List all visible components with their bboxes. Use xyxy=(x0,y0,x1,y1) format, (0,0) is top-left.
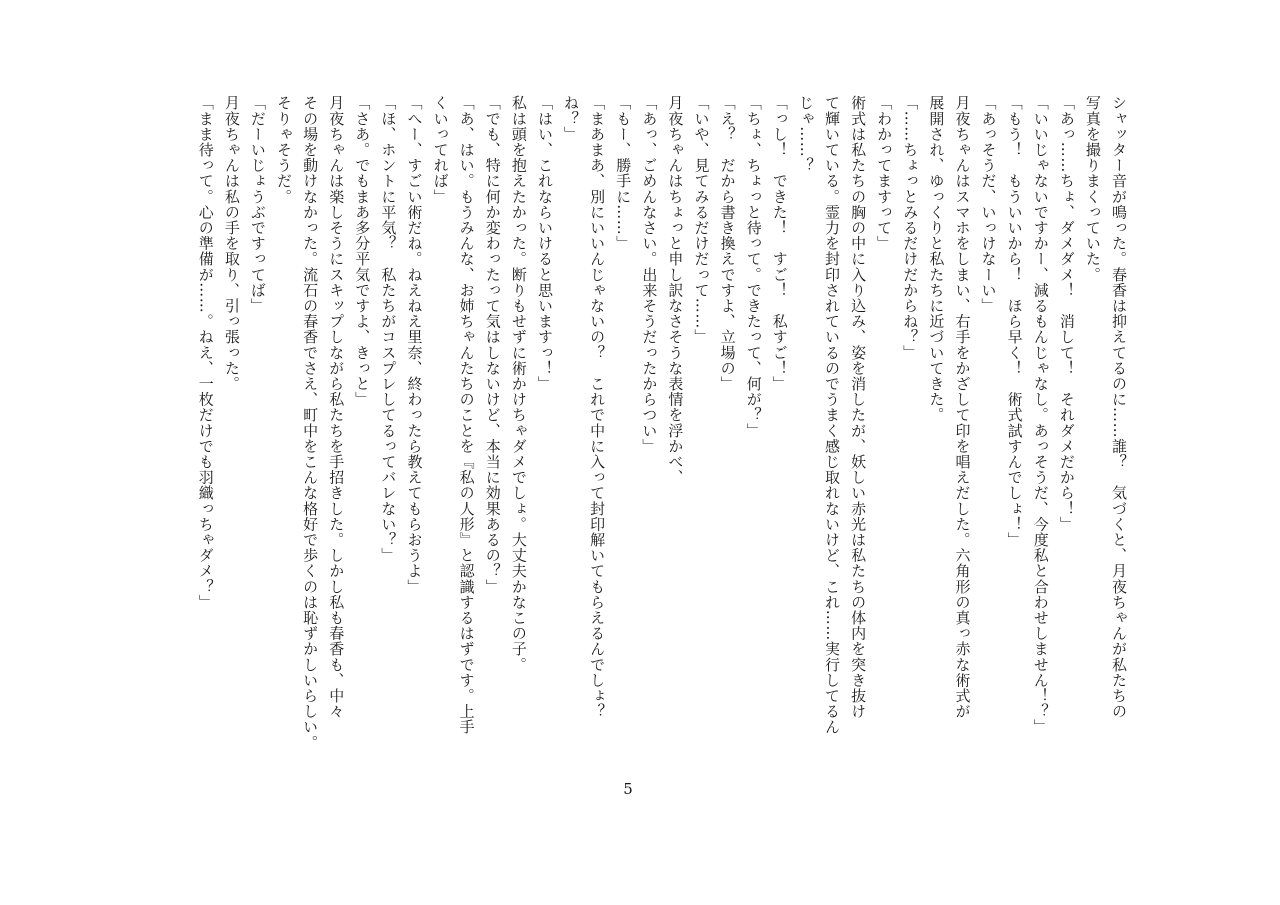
text-line: 「ほ、ホントに平気？ 私たちがコスプレしてるってバレない？」 xyxy=(379,95,398,563)
text-line: 「でも、特に何か変わったって気はしないけど、本当に効果あるの？」 xyxy=(483,95,502,595)
text-line: 「へー、すごい術だね。ねえねえ里奈、終わったら教えてもらおうよ」 xyxy=(405,95,424,595)
text-line: 月夜ちゃんはちょっと申し訳なさそうな表情を浮かべ、 xyxy=(666,95,685,485)
page-number: 5 xyxy=(623,780,633,798)
text-line: 「もー、勝手に……」 xyxy=(614,95,633,251)
text-line: 「わかってますって」 xyxy=(875,95,894,251)
text-line: ね？」 xyxy=(562,95,581,142)
text-line: じゃ……？ xyxy=(796,95,815,173)
text-line: 「ちょ、ちょっと待って。できたって、何が？」 xyxy=(744,95,763,439)
text-line: 月夜ちゃんはスマホをしまい、右手をかざして印を唱えだした。六角形の真っ赤な術式が xyxy=(953,95,972,719)
text-line: 展開され、ゆっくりと私たちに近づいてきた。 xyxy=(927,95,946,423)
text-line: その場を動けなかった。流石の春香でさえ、町中をこんな格好で歩くのは恥ずかしいらしい。 xyxy=(301,95,320,751)
text-line: 「あっ、ごめんなさい。出来そうだったからつい」 xyxy=(640,95,659,454)
text-line: 「さあ。でもまあ多分平気ですよ、きっと」 xyxy=(353,95,372,407)
text-line: 「え？ だから書き換えですよ、立場の」 xyxy=(718,95,737,392)
text-line: 「いや、見てみるだけだって……」 xyxy=(692,95,711,345)
text-line: 「あっそうだ、いっけなーい」 xyxy=(979,95,998,314)
text-line: シャッター音が鳴った。春香は抑えてるのに……誰？ 気づくと、月夜ちゃんが私たちの xyxy=(1110,95,1128,719)
text-line: 「まま待って。心の準備が……。ねえ、一枚だけでも羽織っちゃダメ？」 xyxy=(196,95,215,610)
text-line: 私は頭を抱えたかった。断りもせずに術かけちゃダメでしょ。大丈夫かなこの子。 xyxy=(509,95,528,673)
text-line: 術式は私たちの胸の中に入り込み、姿を消したが、妖しい赤光は私たちの体内を突き抜け xyxy=(849,95,868,719)
text-line: 「……ちょっとみるだけだからね？」 xyxy=(901,95,920,361)
text-line: 「っし！ できた！ すご！ 私すご！」 xyxy=(770,95,789,392)
text-line: 「はい、これならいけると思いますっ！」 xyxy=(535,95,554,392)
text-line: 「いいじゃないですかー、減るもんじゃなし。あっそうだ、今度私と合わせしません！？」 xyxy=(1031,95,1050,735)
text-line: 「あ、はい。もうみんな、お姉ちゃんたちのことを『私の人形』と認識するはずです。上手 xyxy=(457,95,476,735)
text-line: そりゃそうだ。 xyxy=(275,95,293,205)
body-text xyxy=(132,95,1132,755)
text-line: 月夜ちゃんは私の手を取り、引っ張った。 xyxy=(222,95,241,392)
text-line: 写真を撮りまくっていた。 xyxy=(1083,95,1102,283)
text-line: くいってれば」 xyxy=(431,95,450,205)
text-line: 月夜ちゃんは楽しそうにスキップしながら私たちを手招きした。しかし私も春香も、中々 xyxy=(327,95,346,719)
text-line: て輝いている。霊力を封印されているのでうまく感じ取れないけど、これ……実行してるん xyxy=(822,95,841,735)
text-line: 「だーいじょうぶですってば」 xyxy=(248,95,267,314)
text-line: 「あっ……ちょ、ダメダメ！ 消して！ それダメだから！」 xyxy=(1057,95,1076,532)
text-line: 「まあまあ、別にいいんじゃないの？ これで中に入って封印解いてもらえるんでしょ？ xyxy=(588,95,607,719)
text-line: 「もう！ もういいから！ ほら早く！ 術式試すんでしょ！」 xyxy=(1005,95,1024,548)
